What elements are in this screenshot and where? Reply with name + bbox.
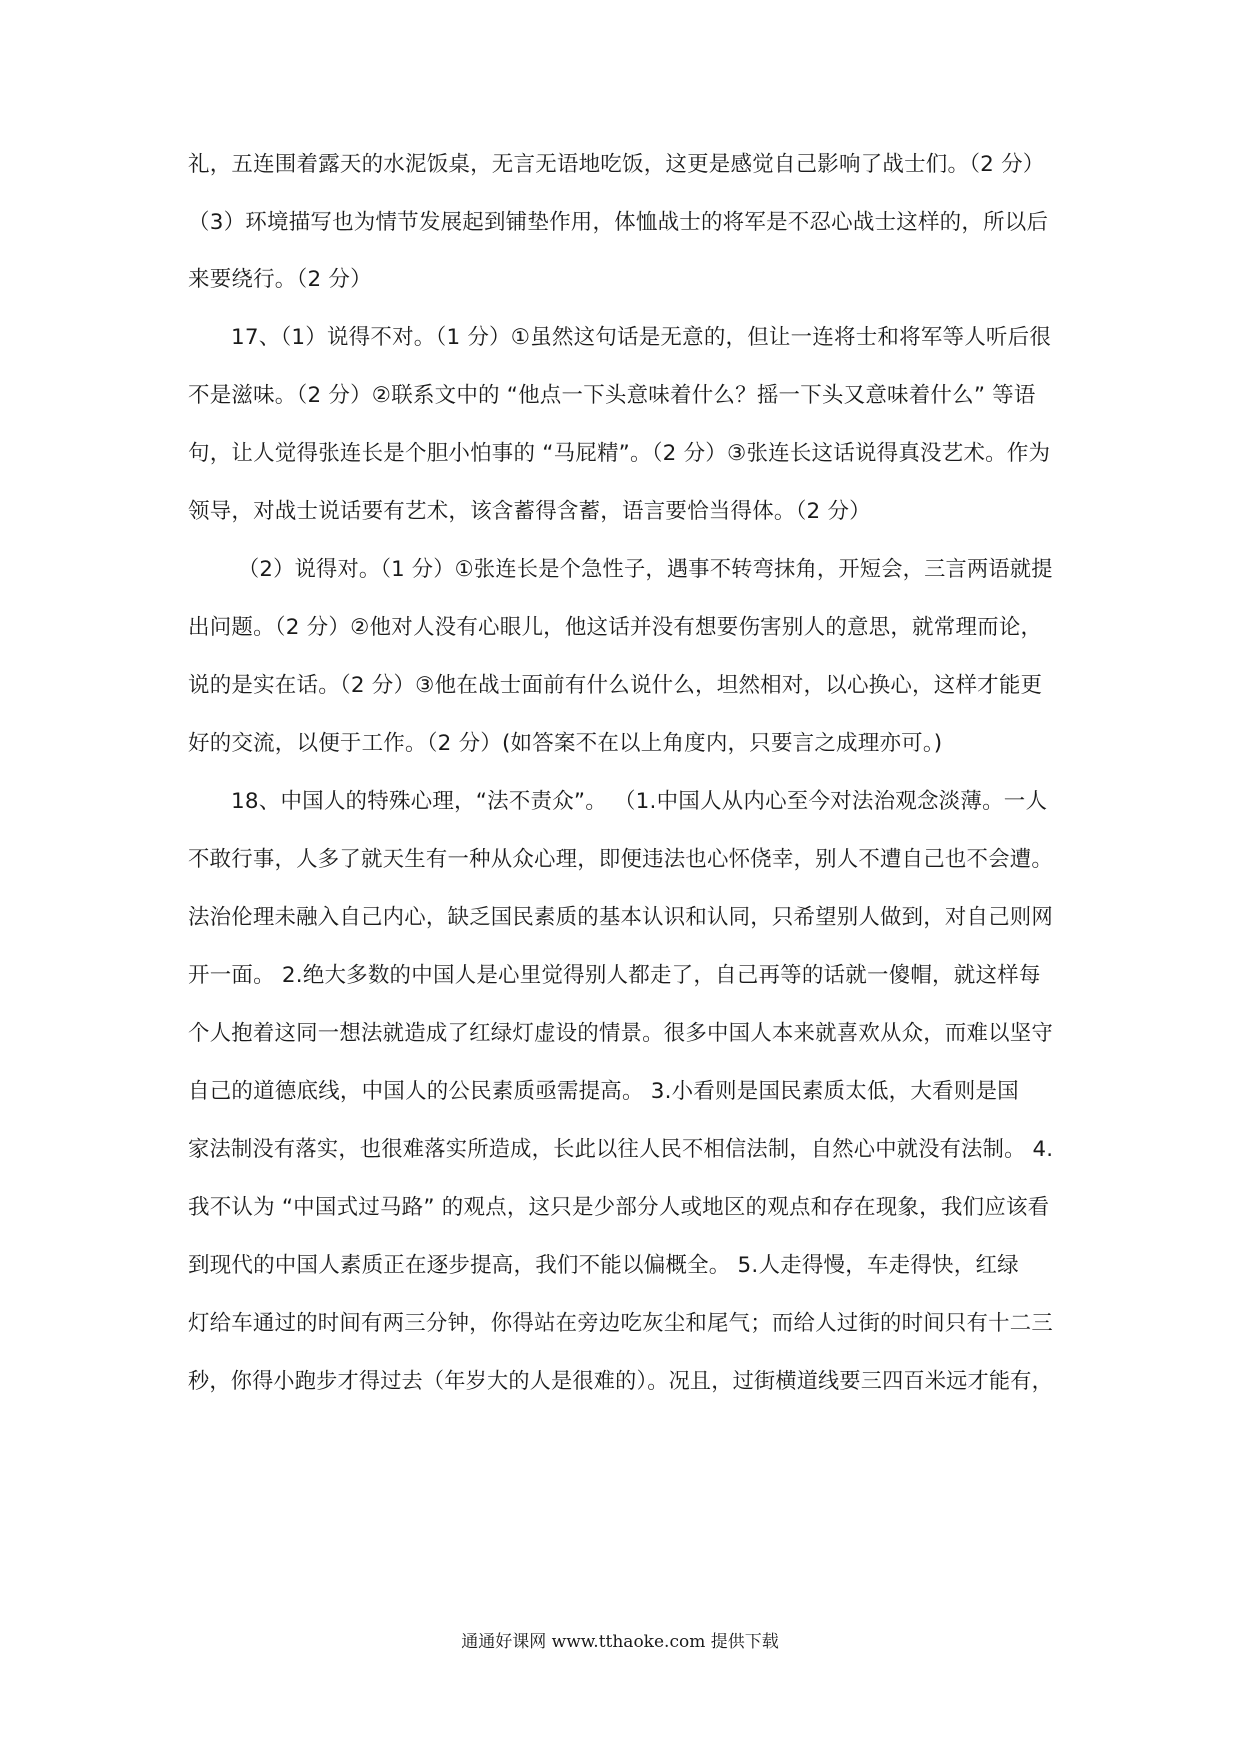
- text-line: 秒，你得小跑步才得过去（年岁大的人是很难的）。况且，过街横道线要三四百米远才能有，: [188, 1369, 1053, 1394]
- page-footer: 通通好课网 www.tthaoke.com 提供下载: [461, 1632, 779, 1652]
- text-line: 句，让人觉得张连长是个胆小怕事的 “马屁精”。（2 分）③张连长这话说得真没艺术。作为: [188, 441, 1051, 466]
- text-line: 到现代的中国人素质正在逐步提高，我们不能以偏概全。 5.人走得慢，车走得快，红绿: [188, 1253, 1019, 1278]
- text-line: 灯给车通过的时间有两三分钟，你得站在旁边吃灰尘和尾气；而给人过街的时间只有十二三: [188, 1311, 1054, 1336]
- text-line: 18、中国人的特殊心理，“法不责众”。 （1.中国人从内心至今对法治观念淡薄。一人: [231, 789, 1048, 814]
- text-line: 家法制没有落实，也很难落实所造成，长此以往人民不相信法制，自然心中就没有法制。 4.: [188, 1137, 1054, 1162]
- text-line: 法治伦理未融入自己内心，缺乏国民素质的基本认识和认同，只希望别人做到，对自己则网: [188, 905, 1054, 930]
- text-line: 自己的道德底线，中国人的公民素质亟需提高。 3.小看则是国民素质太低，大看则是国: [188, 1079, 1019, 1104]
- text-line: （3）环境描写也为情节发展起到铺垫作用，体恤战士的将军是不忍心战士这样的，所以后: [188, 210, 1049, 235]
- text-line: 不敢行事，人多了就天生有一种从众心理，即便违法也心怀侥幸，别人不遭自己也不会遭。: [188, 847, 1054, 872]
- text-line: 个人抱着这同一想法就造成了红绿灯虚设的情景。很多中国人本来就喜欢从众，而难以坚守: [188, 1021, 1054, 1046]
- text-line: 领导，对战士说话要有艺术，该含蓄得含蓄，语言要恰当得体。（2 分）: [188, 499, 871, 524]
- text-line: 开一面。 2.绝大多数的中国人是心里觉得别人都走了，自己再等的话就一傻帽，就这样每: [188, 963, 1041, 988]
- text-line: 不是滋味。（2 分）②联系文中的 “他点一下头意味着什么？摇一下头又意味着什么” 等语: [188, 383, 1036, 408]
- text-line: （2）说得对。（1 分）①张连长是个急性子，遇事不转弯抹角，开短会，三言两语就提: [238, 557, 1053, 582]
- text-line: 我不认为 “中国式过马路” 的观点，这只是少部分人或地区的观点和存在现象，我们应该看: [188, 1195, 1050, 1220]
- text-line: 来要绕行。（2 分）: [188, 267, 372, 292]
- text-line: 出问题。（2 分）②他对人没有心眼儿，他这话并没有想要伤害别人的意思，就常理而论，: [188, 615, 1043, 640]
- text-line: 礼，五连围着露天的水泥饭桌，无言无语地吃饭，这更是感觉自己影响了战士们。（2 分）: [188, 152, 1045, 177]
- text-line: 好的交流，以便于工作。（2 分）(如答案不在以上角度内，只要言之成理亦可。): [188, 731, 943, 756]
- text-line: 17、（1）说得不对。（1 分）①虽然这句话是无意的，但让一连将士和将军等人听后很: [231, 325, 1052, 350]
- text-line: 说的是实在话。（2 分）③他在战士面前有什么说什么，坦然相对，以心换心，这样才能更: [188, 673, 1043, 698]
